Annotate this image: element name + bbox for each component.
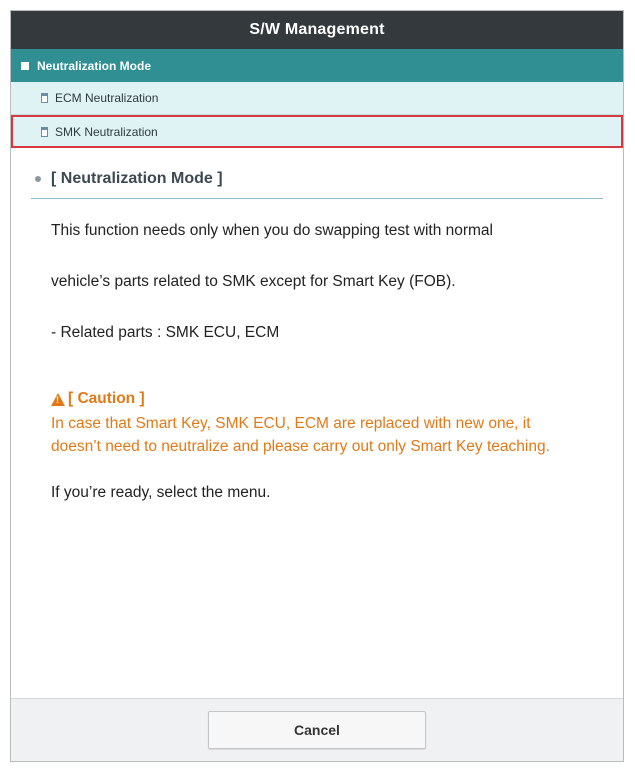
- round-bullet-icon: [35, 176, 41, 182]
- caution-header: [51, 390, 603, 408]
- document-icon: [41, 127, 48, 137]
- section-header: [31, 170, 603, 199]
- window-title: S/W Management: [249, 21, 385, 38]
- dialog-footer: [11, 698, 623, 761]
- description-line-1: This function needs only when you do swapping test with normal: [51, 222, 493, 239]
- menu-category-label: Neutralization Mode: [37, 58, 152, 73]
- sw-management-window: [10, 10, 624, 762]
- document-icon: [41, 93, 48, 103]
- title-bar: [11, 11, 623, 49]
- cancel-button[interactable]: Cancel: [208, 711, 426, 749]
- related-parts-text: - Related parts : SMK ECU, ECM: [51, 324, 280, 341]
- description-panel: [11, 170, 623, 502]
- menu-item-label: SMK Neutralization: [55, 124, 158, 139]
- section-title: [ Neutralization Mode ]: [51, 170, 223, 187]
- ready-instruction: If you’re ready, select the menu.: [51, 484, 271, 501]
- caution-title: [ Caution ]: [68, 390, 145, 407]
- menu-item-ecm-neutralization[interactable]: [11, 82, 623, 115]
- description-line-2: vehicle’s parts related to SMK except for Smart Key (FOB).: [51, 273, 456, 290]
- menu-item-smk-neutralization[interactable]: [11, 115, 623, 148]
- square-bullet-icon: [21, 62, 29, 70]
- menu-item-label: ECM Neutralization: [55, 91, 159, 105]
- warning-icon: [51, 393, 65, 406]
- menu-category-neutralization-mode[interactable]: [11, 49, 623, 82]
- caution-text: In case that Smart Key, SMK ECU, ECM are replaced with new one, it doesn’t need to neutralize and please carry out only Smart Key teaching.: [51, 415, 550, 455]
